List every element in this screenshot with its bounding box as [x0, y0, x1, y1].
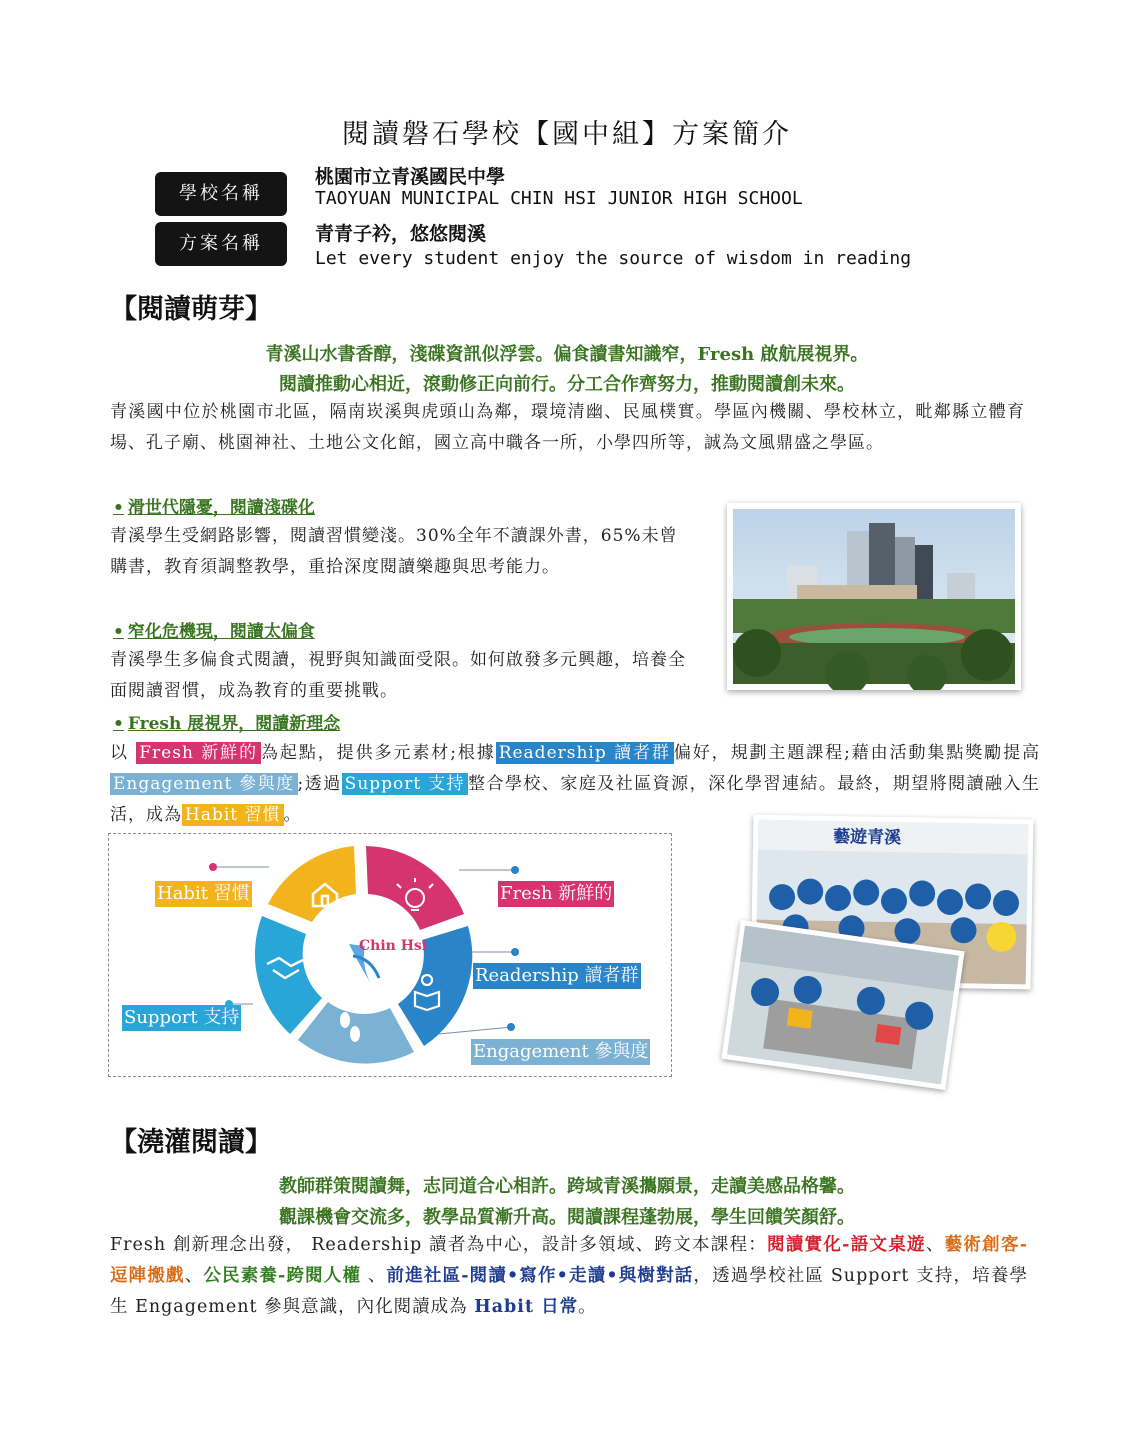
highlight-fresh: Fresh 新鮮的 — [136, 742, 261, 764]
slogan-line-2: 閱讀推動心相近，滾動修正向前行。分工合作齊努力，推動閱讀創未來。 — [279, 374, 855, 395]
plan-name-en: Let every student enjoy the source of wisdom in reading — [315, 248, 912, 269]
bullet-text-1: 青溪學生受網路影響，閱讀習慣變淺。30%全年不讀課外書，65%未曾購書，教育須調整教學，重拾深度閱讀樂趣與思考能力。 — [110, 526, 678, 577]
cycle-label-habit: Habit 習慣 — [155, 881, 252, 907]
course-reading-boardgame: 閱讀實化-語文桌遊 — [767, 1235, 926, 1255]
school-name-en: TAOYUAN MUNICIPAL CHIN HSI JUNIOR HIGH SCHOOL — [315, 188, 803, 209]
bullet-dot-icon: • — [113, 714, 124, 734]
bullet-dot-icon: • — [113, 498, 124, 518]
cycle-label-support: Support 支持 — [122, 1005, 241, 1031]
slogan-line-1: 青溪山水書香醇，淺碟資訊似浮雲。偏食讀書知識窄，Fresh 啟航展視界。 — [265, 344, 869, 365]
bullet-dot-icon: • — [113, 622, 124, 642]
plan-name-label: 方案名稱 — [155, 222, 287, 266]
plan-name-zh: 青青子衿，悠悠閱溪 — [315, 223, 487, 245]
bullet-heading-3: • Fresh 展視界，閱讀新理念 — [113, 714, 341, 734]
campus-photo-image — [727, 503, 1021, 690]
cycle-label-readership: Readership 讀者群 — [473, 963, 641, 989]
course-art-maker: 藝術創客-逗陣搬戲 — [110, 1235, 1029, 1286]
slogan2-line-1: 教師群策閱讀舞，志同道合心相許。跨域青溪攜願景，走讀美感品格馨。 — [279, 1176, 855, 1197]
cycle-label-fresh: Fresh 新鮮的 — [498, 881, 614, 907]
school-name-zh: 桃園市立青溪國民中學 — [315, 166, 506, 188]
section-title-watering: 【澆灌閱讀】 — [110, 1127, 272, 1158]
five-element-cycle-diagram — [108, 833, 672, 1077]
svg-text:Chin Hsi: Chin Hsi — [359, 938, 428, 954]
school-name-label: 學校名稱 — [155, 172, 287, 216]
curriculum-paragraph: Fresh 創新理念出發， Readership 讀者為中心，設計多領域、跨文本課程：閱讀實化-語文桌遊、藝術創客-逗陣搬戲、公民素養-跨閱人權 、前進社區-閱讀•寫作•走讀•與樹對話，透過學校社區 Support 支持，培養學生 Engagement 參與意識，內化閱讀成為 Habit 日常。 — [110, 1235, 1029, 1317]
bullet-heading-2: • 窄化危機現，閱讀太偏食 — [113, 622, 315, 642]
course-community: 前進社區-閱讀•寫作•走讀•與樹對話 — [386, 1266, 694, 1286]
slogan2-line-2: 觀課機會交流多，教學品質漸升高。閱讀課程蓬勃展，學生回饋笑顏舒。 — [279, 1207, 855, 1228]
highlight-support: Support 支持 — [342, 773, 468, 795]
bullet-text-2: 青溪學生多偏食式閱讀，視野與知識面受限。如何啟發多元興趣，培養全面閱讀習慣，成為教育的重要挑戰。 — [110, 650, 686, 701]
habit-daily: Habit 日常 — [474, 1297, 579, 1317]
campus-photo — [727, 503, 1021, 690]
highlight-readership: Readership 讀者群 — [496, 742, 674, 764]
course-civic-literacy: 公民素養-跨閱人權 — [203, 1266, 362, 1286]
highlight-habit: Habit 習慣 — [182, 804, 284, 826]
intro-paragraph: 青溪國中位於桃園市北區，隔南崁溪與虎頭山為鄰，環境清幽、民風樸實。學區內機關、學校林立，毗鄰縣立體育場、孔子廟、桃園神社、土地公文化館，國立高中職各一所，小學四所等，誠為文風鼎盛之學區。 — [110, 402, 1025, 453]
section-title-sprout: 【閱讀萌芽】 — [110, 294, 272, 325]
students-reading-image — [721, 920, 964, 1090]
fresh-paragraph: 以 Fresh 新鮮的 為起點，提供多元素材;根據 Readership 讀者群 偏好，規劃主題課程;藉由活動集點獎勵提高Engagement 參與度 ;透過 Support 支持 整合學校、家庭及社區資源，深化學習連結。最終，期望將閱讀融入生活，成為 Habit 習慣 。 — [110, 743, 1041, 825]
bullet-heading-1: • 滑世代隱憂，閱讀淺碟化 — [113, 498, 315, 518]
student-photo-2 — [721, 920, 964, 1090]
page-title: 閱讀磐石學校【國中組】方案簡介 — [342, 119, 792, 150]
cycle-label-engagement: Engagement 參與度 — [471, 1039, 650, 1065]
photo-banner-text: 藝遊青溪 — [832, 826, 902, 849]
highlight-engagement: Engagement 參與度 — [110, 773, 298, 795]
